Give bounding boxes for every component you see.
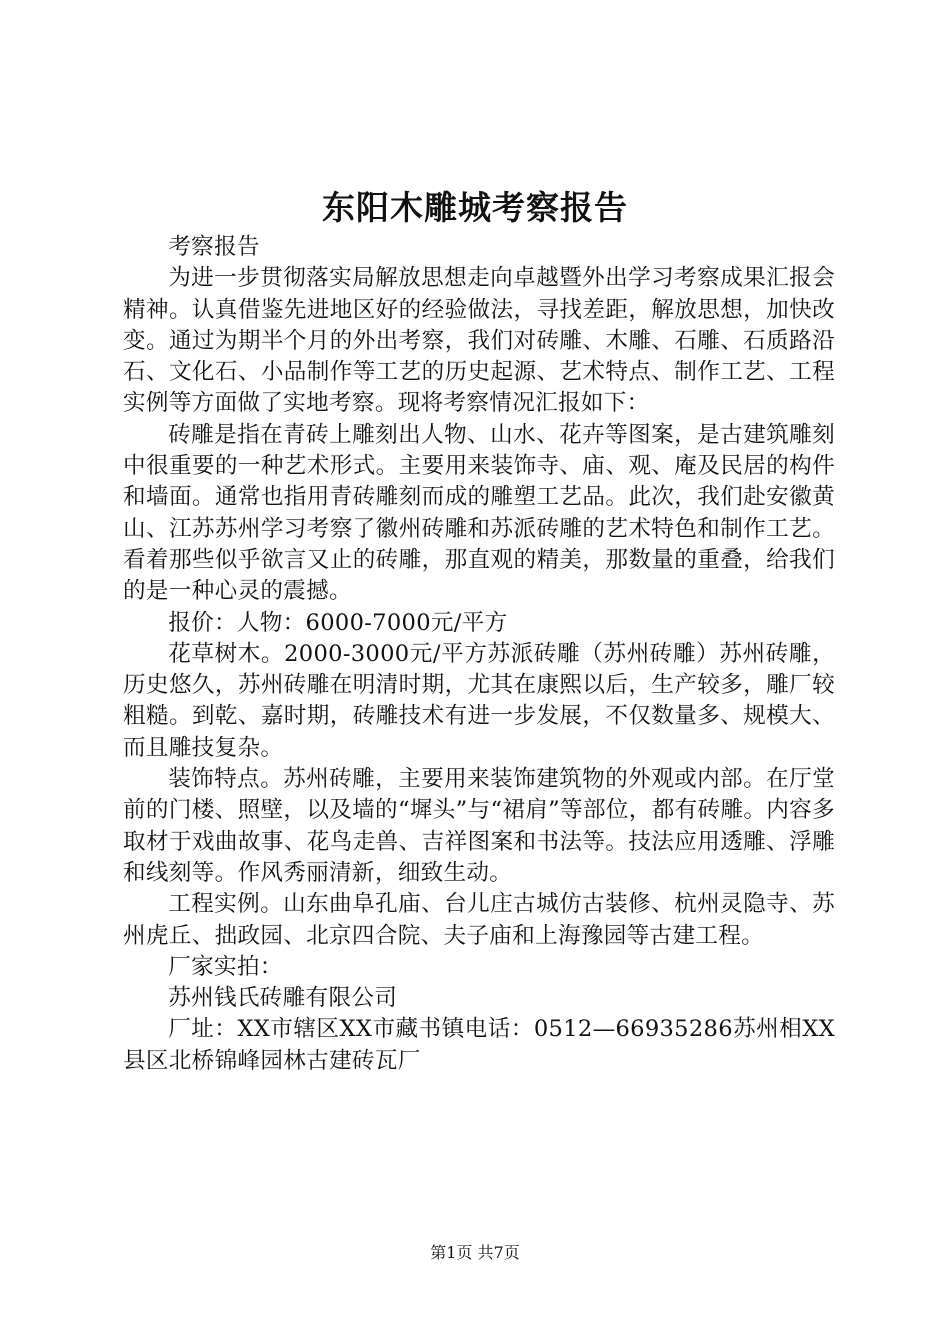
paragraph-suzhou-history: 花草树木。2000-3000元/平方苏派砖雕（苏州砖雕）苏州砖雕，历史悠久，苏州砖雕在明清时期，尤其在康熙以后，生产较多，雕厂较粗糙。到乾、嘉时期，砖雕技术有进一步发展，不仅数量多、规模大、而且雕技复杂。 bbox=[123, 640, 835, 761]
paragraph-heading: 考察报告 bbox=[168, 234, 260, 260]
paragraph-address: 厂址：XX市辖区XX市藏书镇电话：0512—66935286苏州相XX县区北桥锦峰园林古建砖瓦厂 bbox=[123, 1016, 835, 1074]
paragraph-price: 报价：人物：6000-7000元/平方 bbox=[168, 609, 508, 636]
paragraph-brick-carving: 砖雕是指在青砖上雕刻出人物、山水、花卉等图案，是古建筑雕刻中很重要的一种艺术形式。主要用来装饰寺、庙、观、庵及民居的构件和墙面。通常也指用青砖雕刻而成的雕塑工艺品。此次，我们赴安徽黄山、江苏苏州学习考察了徽州砖雕和苏派砖雕的艺术特色和制作工艺。看着那些似乎欲言又止的砖雕，那直观的精美，那数量的重叠，给我们的是一种心灵的震撼。 bbox=[123, 421, 835, 605]
paragraph-projects: 工程实例。山东曲阜孔庙、台儿庄古城仿古装修、杭州灵隐寺、苏州虎丘、拙政园、北京四合院、夫子庙和上海豫园等古建工程。 bbox=[123, 891, 835, 949]
document-body bbox=[123, 232, 835, 1077]
page-footer: 第1页 共7页 bbox=[430, 1243, 520, 1262]
paragraph-factory-photos: 厂家实拍： bbox=[168, 953, 283, 980]
document-title: 东阳木雕城考察报告 bbox=[322, 188, 628, 227]
paragraph-intro: 为进一步贯彻落实局解放思想走向卓越暨外出学习考察成果汇报会精神。认真借鉴先进地区好的经验做法，寻找差距，解放思想，加快改变。通过为期半个月的外出考察，我们对砖雕、木雕、石雕、石质路沿石、文化石、小品制作等工艺的历史起源、艺术特点、制作工艺、工程实例等方面做了实地考察。现将考察情况汇报如下： bbox=[123, 265, 835, 417]
paragraph-decoration: 装饰特点。苏州砖雕，主要用来装饰建筑物的外观或内部。在厅堂前的门楼、照壁，以及墙的“墀头”与“裙肩”等部位，都有砖雕。内容多取材于戏曲故事、花鸟走兽、吉祥图案和书法等。技法应用透雕、浮雕和线刻等。作风秀丽清新，细致生动。 bbox=[123, 766, 835, 886]
paragraph-company: 苏州钱氏砖雕有限公司 bbox=[168, 985, 398, 1012]
